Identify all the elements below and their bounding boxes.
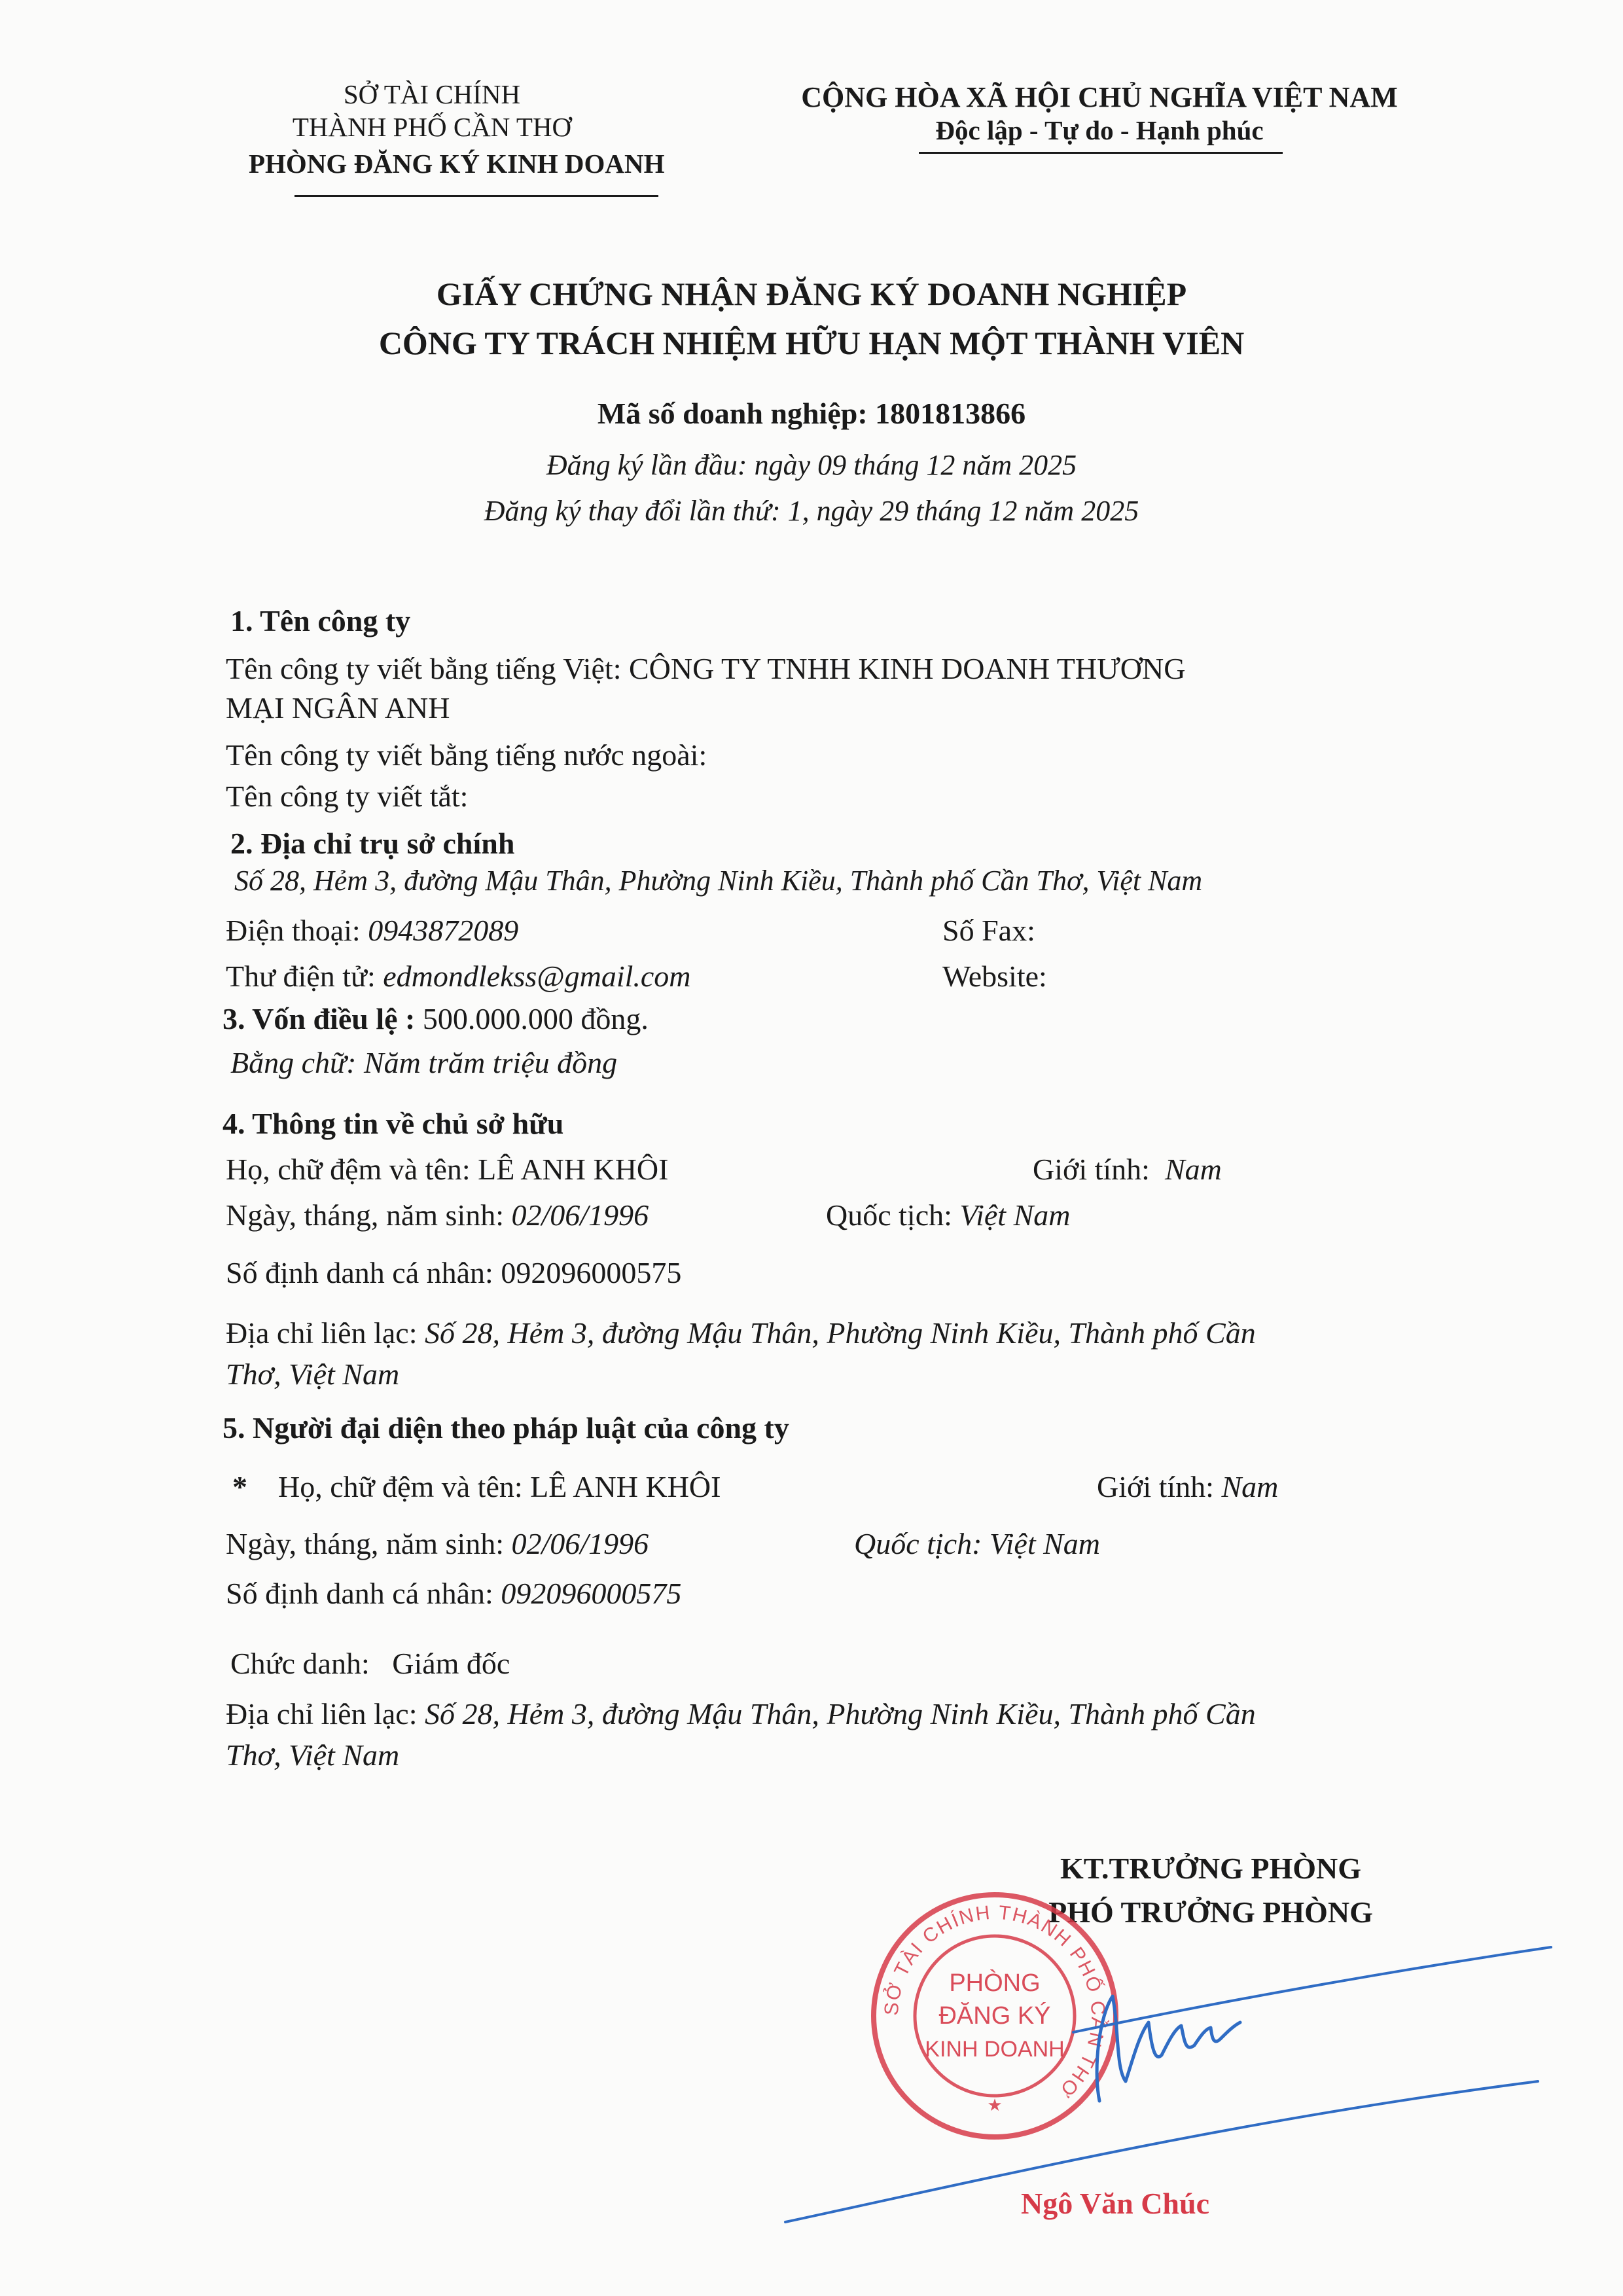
seal-center-3: KINH DOANH: [925, 2037, 1065, 2062]
fax-label: Số Fax:: [942, 914, 1035, 947]
seal-star-icon: ★: [987, 2095, 1003, 2115]
signer-title-1: KT.TRƯỞNG PHÒNG: [1060, 1852, 1361, 1885]
company-name-short-label: Tên công ty viết tắt:: [226, 780, 469, 813]
company-name-vn-label: Tên công ty viết bằng tiếng Việt:: [226, 652, 622, 685]
agency-line-3: PHÒNG ĐĂNG KÝ KINH DOANH: [249, 149, 665, 179]
phone-value: 0943872089: [368, 914, 519, 947]
rep-dob-label: Ngày, tháng, năm sinh:: [226, 1527, 505, 1560]
signer-name: Ngô Văn Chúc: [1021, 2187, 1209, 2220]
owner-address-value: Số 28, Hẻm 3, đường Mậu Thân, Phường Ninh Kiều, Thành phố Cần: [425, 1316, 1256, 1350]
company-name-vn-row: [226, 651, 1185, 686]
owner-dob-row: [226, 1198, 649, 1232]
capital-in-words-value: Năm trăm triệu đồng: [363, 1046, 618, 1079]
owner-nationality-value: Việt Nam: [959, 1198, 1071, 1232]
change-registration: Đăng ký thay đổi lần thứ: 1, ngày 29 tháng 12 năm 2025: [484, 495, 1139, 527]
owner-id-label: Số định danh cá nhân:: [226, 1256, 493, 1289]
charter-capital-value: 500.000.000 đồng.: [422, 1002, 649, 1035]
owner-id-value: 092096000575: [501, 1256, 682, 1289]
owner-address-row: [226, 1316, 1256, 1350]
signer-title-2: PHÓ TRƯỞNG PHÒNG: [1048, 1895, 1373, 1929]
owner-name-row: [226, 1152, 668, 1187]
agency-line-2: THÀNH PHỐ CẦN THƠ: [292, 112, 572, 142]
rep-gender-label: Giới tính:: [1097, 1470, 1214, 1503]
section-1-heading: 1. Tên công ty: [230, 604, 411, 637]
section-3-heading: 3. Vốn điều lệ :: [223, 1002, 416, 1035]
rep-gender-value: Nam: [1221, 1470, 1279, 1503]
owner-dob-value: 02/06/1996: [511, 1198, 649, 1232]
owner-name-value: LÊ ANH KHÔI: [478, 1153, 669, 1186]
rep-nationality-label: Quốc tịch:: [854, 1527, 982, 1560]
rep-title-row: [230, 1646, 510, 1681]
seal-ring-text: SỞ TÀI CHÍNH THÀNH PHỐ CẦN THƠ: [880, 1901, 1109, 2102]
email-label: Thư điện tử:: [226, 960, 376, 993]
company-type: CÔNG TY TRÁCH NHIỆM HỮU HẠN MỘT THÀNH VIÊN: [378, 325, 1245, 361]
phone-label: Điện thoại:: [226, 914, 361, 947]
owner-name-label: Họ, chữ đệm và tên:: [226, 1153, 471, 1186]
charter-capital-row: [223, 1001, 649, 1036]
rep-address-row: [226, 1696, 1256, 1731]
agency-line-1: SỞ TÀI CHÍNH: [343, 79, 521, 109]
rep-name-value: LÊ ANH KHÔI: [530, 1470, 721, 1503]
certificate-title: GIẤY CHỨNG NHẬN ĐĂNG KÝ DOANH NGHIỆP: [436, 276, 1187, 312]
rep-dob-value: 02/06/1996: [511, 1527, 649, 1560]
owner-gender-value: Nam: [1164, 1153, 1222, 1186]
capital-in-words-row: [230, 1045, 617, 1080]
enterprise-code: Mã số doanh nghiệp: 1801813866: [597, 397, 1026, 430]
rep-gender-row: [1097, 1469, 1278, 1504]
section-5-heading: 5. Người đại diện theo pháp luật của công ty: [223, 1411, 789, 1444]
head-office-address: Số 28, Hẻm 3, đường Mậu Thân, Phường Ninh Kiều, Thành phố Cần Thơ, Việt Nam: [234, 865, 1203, 897]
company-name-vn-value: CÔNG TY TNHH KINH DOANH THƯƠNG: [628, 652, 1186, 685]
rep-name-row: [278, 1469, 721, 1504]
rep-address-value: Số 28, Hẻm 3, đường Mậu Thân, Phường Ninh Kiều, Thành phố Cần: [425, 1697, 1256, 1731]
section-2-heading: 2. Địa chỉ trụ sở chính: [230, 827, 515, 860]
email-value: edmondlekss@gmail.com: [383, 960, 691, 993]
company-name-vn-value-cont: MẠI NGÂN ANH: [226, 691, 450, 725]
rep-dob-row: [226, 1526, 649, 1561]
owner-gender-label: Giới tính:: [1033, 1153, 1150, 1186]
rep-id-row: [226, 1576, 681, 1611]
owner-nationality-row: [826, 1198, 1070, 1232]
rep-title-label: Chức danh:: [230, 1647, 370, 1680]
rep-address-label: Địa chỉ liên lạc:: [226, 1697, 418, 1731]
rep-id-label: Số định danh cá nhân:: [226, 1577, 493, 1610]
phone-row: [226, 913, 518, 948]
capital-in-words-label: Bằng chữ:: [230, 1046, 357, 1079]
rep-id-value: 092096000575: [501, 1577, 682, 1610]
owner-gender-row: [1033, 1152, 1222, 1187]
nation-motto: Độc lập - Tự do - Hạnh phúc: [935, 115, 1264, 145]
rep-name-label: Họ, chữ đệm và tên:: [278, 1470, 523, 1503]
nation-title: CỘNG HÒA XÃ HỘI CHỦ NGHĨA VIỆT NAM: [801, 81, 1398, 113]
owner-id-row: [226, 1255, 681, 1290]
seal-center-2: ĐĂNG KÝ: [938, 2002, 1051, 2030]
email-row: [226, 959, 691, 994]
agency-underline: [294, 195, 658, 197]
rep-nationality-value: Việt Nam: [989, 1527, 1101, 1560]
owner-dob-label: Ngày, tháng, năm sinh:: [226, 1198, 505, 1232]
section-4-heading: 4. Thông tin về chủ sở hữu: [223, 1107, 564, 1140]
company-name-foreign-label: Tên công ty viết bằng tiếng nước ngoài:: [226, 738, 707, 772]
rep-title-value: Giám đốc: [392, 1647, 510, 1680]
owner-address-value-cont: Thơ, Việt Nam: [226, 1357, 400, 1391]
website-label: Website:: [942, 960, 1047, 993]
motto-underline: [919, 152, 1283, 154]
first-registration: Đăng ký lần đầu: ngày 09 tháng 12 năm 2025: [546, 449, 1077, 481]
seal-center-1: PHÒNG: [949, 1969, 1041, 1997]
rep-nationality-row: [854, 1526, 1100, 1561]
owner-nationality-label: Quốc tịch:: [826, 1198, 952, 1232]
representative-bullet: *: [232, 1470, 247, 1503]
owner-address-label: Địa chỉ liên lạc:: [226, 1316, 418, 1350]
rep-address-value-cont: Thơ, Việt Nam: [226, 1738, 400, 1772]
